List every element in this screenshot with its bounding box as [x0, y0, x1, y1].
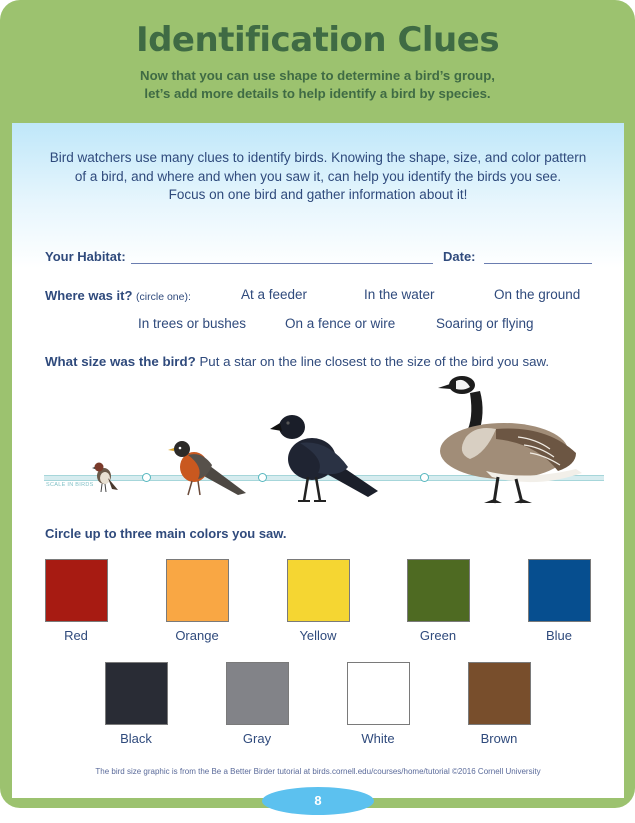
color-swatch-blue[interactable] [528, 559, 591, 622]
color-label-blue[interactable]: Blue [545, 628, 573, 643]
color-swatch-gray[interactable] [226, 662, 289, 725]
intro-line-2: of a bird, and where and when you saw it, can help you identify the birds you see. [74, 168, 562, 184]
color-swatch-orange[interactable] [166, 559, 229, 622]
color-label-black[interactable]: Black [120, 731, 152, 746]
intro-text [12, 149, 624, 205]
scale-tick-1[interactable] [142, 473, 151, 482]
canada-goose-illustration [426, 373, 586, 507]
color-swatch-red[interactable] [45, 559, 108, 622]
color-label-brown[interactable]: Brown [480, 731, 518, 746]
page-number-badge: 8 [262, 787, 374, 815]
color-label-yellow[interactable]: Yellow [299, 628, 337, 643]
where-option-fence[interactable]: On a fence or wire [285, 316, 396, 331]
image-credit: The bird size graphic is from the Be a Better Birder tutorial at birds.cornell.edu/courses/home/tutorial ©2016 Cornell University [95, 767, 541, 776]
color-swatch-green[interactable] [407, 559, 470, 622]
color-label-orange[interactable]: Orange [175, 628, 219, 643]
intro-line-1: Bird watchers use many clues to identify birds. Knowing the shape, size, and color pattern [49, 150, 587, 165]
size-question [45, 354, 549, 369]
subtitle-line-1: Now that you can use shape to determine a bird’s group, [140, 68, 495, 83]
where-label-note: (circle one): [136, 291, 191, 303]
where-option-feeder[interactable]: At a feeder [241, 287, 308, 302]
size-instruction: Put a star on the line closest to the size of the bird you saw. [199, 354, 550, 369]
page-title: Identification Clues [135, 20, 500, 60]
color-swatch-yellow[interactable] [287, 559, 350, 622]
subtitle-line-2: let’s add more details to help identify a bird by species. [144, 86, 491, 101]
where-label-text: Where was it? [45, 288, 133, 303]
where-label [45, 288, 191, 303]
page-subtitle [0, 67, 635, 103]
color-label-gray[interactable]: Gray [242, 731, 272, 746]
color-swatch-white[interactable] [347, 662, 410, 725]
color-label-white[interactable]: White [361, 731, 395, 746]
habitat-label: Your Habitat: [45, 249, 126, 264]
where-option-soaring[interactable]: Soaring or flying [436, 316, 534, 331]
finch-illustration [90, 458, 122, 498]
robin-illustration [168, 437, 248, 499]
colors-heading: Circle up to three main colors you saw. [45, 526, 287, 541]
where-option-ground[interactable]: On the ground [494, 287, 581, 302]
color-swatch-black[interactable] [105, 662, 168, 725]
color-swatch-brown[interactable] [468, 662, 531, 725]
date-label: Date: [443, 249, 476, 264]
size-question-bold: What size was the bird? [45, 354, 196, 369]
scale-tick-2[interactable] [258, 473, 267, 482]
habitat-input-line[interactable] [131, 263, 433, 264]
scale-label: SCALE IN BIRDS [46, 482, 94, 488]
where-option-water[interactable]: In the water [364, 287, 435, 302]
color-label-red[interactable]: Red [64, 628, 88, 643]
intro-line-3: Focus on one bird and gather information about it! [168, 187, 468, 202]
worksheet-panel [12, 123, 624, 798]
where-option-trees[interactable]: In trees or bushes [138, 316, 247, 331]
color-label-green[interactable]: Green [419, 628, 457, 643]
crow-illustration [270, 409, 380, 505]
date-input-line[interactable] [484, 263, 592, 264]
